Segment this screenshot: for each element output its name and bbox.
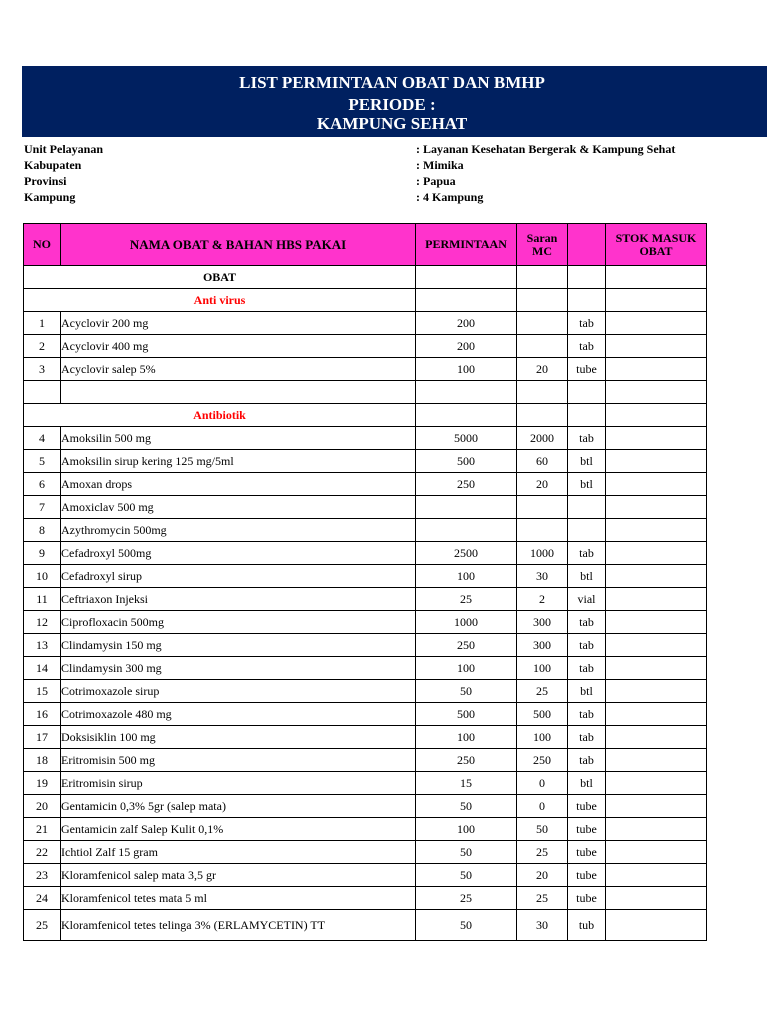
cell-saran: 250 — [517, 749, 568, 772]
table-row — [24, 496, 707, 519]
cell-no: 7 — [24, 496, 61, 519]
info-label: Kampung — [24, 190, 76, 204]
table-row — [24, 519, 707, 542]
table-row — [24, 565, 707, 588]
cell-saran: 300 — [517, 611, 568, 634]
info-value: : Mimika — [416, 158, 464, 172]
cell-saran — [517, 496, 568, 519]
table-row — [24, 749, 707, 772]
cell-saran: 25 — [517, 680, 568, 703]
cell-saran: 300 — [517, 634, 568, 657]
cell-name: Doksisiklin 100 mg — [61, 726, 416, 749]
cell-saran: 1000 — [517, 542, 568, 565]
document-period: PERIODE : — [348, 95, 436, 114]
cell-stock — [606, 588, 707, 611]
cell-no: 14 — [24, 657, 61, 680]
info-value: : Papua — [416, 174, 456, 188]
table-row — [24, 634, 707, 657]
cell-request: 500 — [416, 703, 517, 726]
cell-request: 100 — [416, 818, 517, 841]
cell-request: 250 — [416, 473, 517, 496]
section-row-obat — [24, 266, 707, 289]
cell-name: Amoksilin 500 mg — [61, 427, 416, 450]
empty-cell — [568, 404, 606, 427]
cell-name: Cotrimoxazole 480 mg — [61, 703, 416, 726]
table-row — [24, 588, 707, 611]
empty-cell — [517, 381, 568, 404]
cell-no: 18 — [24, 749, 61, 772]
table-row — [24, 427, 707, 450]
cell-unit: vial — [568, 588, 606, 611]
cell-saran: 2000 — [517, 427, 568, 450]
cell-no: 5 — [24, 450, 61, 473]
cell-stock — [606, 772, 707, 795]
col-header-unit — [568, 224, 606, 266]
empty-cell — [517, 266, 568, 289]
info-value: : 4 Kampung — [416, 190, 484, 204]
cell-request: 100 — [416, 726, 517, 749]
cell-saran: 50 — [517, 818, 568, 841]
cell-no: 20 — [24, 795, 61, 818]
empty-cell — [517, 289, 568, 312]
cell-name: Cefadroxyl 500mg — [61, 542, 416, 565]
cell-stock — [606, 864, 707, 887]
cell-request: 50 — [416, 864, 517, 887]
cell-name: Kloramfenicol tetes telinga 3% (ERLAMYCETIN) TT — [61, 910, 416, 941]
cell-request — [416, 496, 517, 519]
col-header-stock: STOK MASUK OBAT — [606, 224, 707, 266]
cell-unit: tube — [568, 841, 606, 864]
col-header-request: PERMINTAAN — [416, 224, 517, 266]
cell-no: 13 — [24, 634, 61, 657]
cell-stock — [606, 703, 707, 726]
cell-no: 4 — [24, 427, 61, 450]
info-row — [22, 157, 742, 173]
cell-unit: tube — [568, 358, 606, 381]
document-subtitle: KAMPUNG SEHAT — [316, 114, 468, 133]
cell-request: 25 — [416, 887, 517, 910]
cell-unit: tab — [568, 427, 606, 450]
cell-name: Azythromycin 500mg — [61, 519, 416, 542]
cell-name: Clindamysin 150 mg — [61, 634, 416, 657]
info-block — [22, 141, 742, 205]
cell-unit: btl — [568, 772, 606, 795]
cell-saran: 25 — [517, 887, 568, 910]
cell-unit: tab — [568, 312, 606, 335]
empty-cell — [416, 289, 517, 312]
cell-saran: 20 — [517, 864, 568, 887]
cell-saran: 100 — [517, 657, 568, 680]
cell-unit — [568, 519, 606, 542]
section-row-antibiotik — [24, 404, 707, 427]
cell-saran: 0 — [517, 795, 568, 818]
empty-cell — [568, 266, 606, 289]
cell-stock — [606, 657, 707, 680]
table-row — [24, 335, 707, 358]
empty-cell — [61, 381, 416, 404]
cell-no: 24 — [24, 887, 61, 910]
table-row — [24, 450, 707, 473]
cell-unit: tube — [568, 864, 606, 887]
cell-request: 250 — [416, 749, 517, 772]
cell-name: Gentamicin zalf Salep Kulit 0,1% — [61, 818, 416, 841]
cell-stock — [606, 680, 707, 703]
info-label: Unit Pelayanan — [24, 142, 104, 156]
cell-unit: tab — [568, 542, 606, 565]
table-row — [24, 864, 707, 887]
cell-unit: tube — [568, 795, 606, 818]
cell-unit: tab — [568, 703, 606, 726]
cell-saran: 500 — [517, 703, 568, 726]
cell-saran: 60 — [517, 450, 568, 473]
cell-unit: tub — [568, 910, 606, 941]
cell-request: 2500 — [416, 542, 517, 565]
table-row — [24, 772, 707, 795]
cell-unit: tab — [568, 749, 606, 772]
cell-request: 100 — [416, 358, 517, 381]
cell-no: 1 — [24, 312, 61, 335]
cell-request: 25 — [416, 588, 517, 611]
cell-stock — [606, 496, 707, 519]
table-row — [24, 680, 707, 703]
cell-no: 23 — [24, 864, 61, 887]
cell-name: Amoxan drops — [61, 473, 416, 496]
cell-request: 50 — [416, 910, 517, 941]
info-label: Kabupaten — [24, 158, 82, 172]
cell-name: Kloramfenicol salep mata 3,5 gr — [61, 864, 416, 887]
empty-cell — [24, 381, 61, 404]
cell-no: 11 — [24, 588, 61, 611]
section-row-antivirus — [24, 289, 707, 312]
section-label-antivirus: Anti virus — [24, 289, 416, 312]
cell-request: 50 — [416, 841, 517, 864]
empty-cell — [416, 266, 517, 289]
cell-saran: 25 — [517, 841, 568, 864]
cell-name: Eritromisin 500 mg — [61, 749, 416, 772]
cell-request: 1000 — [416, 611, 517, 634]
table-row — [24, 312, 707, 335]
cell-name: Cefadroxyl sirup — [61, 565, 416, 588]
info-value: : Layanan Kesehatan Bergerak & Kampung Sehat — [416, 142, 676, 156]
cell-saran — [517, 519, 568, 542]
cell-saran: 20 — [517, 358, 568, 381]
table-row — [24, 657, 707, 680]
cell-request: 200 — [416, 312, 517, 335]
cell-no: 12 — [24, 611, 61, 634]
empty-cell — [606, 266, 707, 289]
cell-stock — [606, 450, 707, 473]
cell-saran — [517, 335, 568, 358]
cell-saran: 30 — [517, 910, 568, 941]
cell-unit: tab — [568, 335, 606, 358]
cell-no: 17 — [24, 726, 61, 749]
cell-name: Cotrimoxazole sirup — [61, 680, 416, 703]
cell-stock — [606, 611, 707, 634]
cell-name: Amoxiclav 500 mg — [61, 496, 416, 519]
cell-no: 15 — [24, 680, 61, 703]
cell-no: 6 — [24, 473, 61, 496]
cell-stock — [606, 542, 707, 565]
table-row — [24, 887, 707, 910]
cell-name: Amoksilin sirup kering 125 mg/5ml — [61, 450, 416, 473]
cell-no: 9 — [24, 542, 61, 565]
cell-name: Acyclovir 400 mg — [61, 335, 416, 358]
table-row — [24, 726, 707, 749]
cell-no: 10 — [24, 565, 61, 588]
cell-stock — [606, 519, 707, 542]
cell-stock — [606, 473, 707, 496]
cell-stock — [606, 818, 707, 841]
cell-no: 21 — [24, 818, 61, 841]
cell-no: 2 — [24, 335, 61, 358]
cell-name: Acyclovir salep 5% — [61, 358, 416, 381]
table-row — [24, 841, 707, 864]
cell-unit: tab — [568, 611, 606, 634]
empty-cell — [606, 289, 707, 312]
cell-stock — [606, 565, 707, 588]
empty-cell — [416, 381, 517, 404]
cell-name: Gentamicin 0,3% 5gr (salep mata) — [61, 795, 416, 818]
cell-saran: 2 — [517, 588, 568, 611]
cell-request: 500 — [416, 450, 517, 473]
document-header — [22, 66, 767, 137]
cell-request: 200 — [416, 335, 517, 358]
info-label: Provinsi — [24, 174, 67, 188]
cell-stock — [606, 749, 707, 772]
empty-cell — [517, 404, 568, 427]
cell-unit: btl — [568, 565, 606, 588]
cell-unit — [568, 496, 606, 519]
cell-no: 22 — [24, 841, 61, 864]
cell-request: 250 — [416, 634, 517, 657]
cell-stock — [606, 358, 707, 381]
table-row — [24, 795, 707, 818]
cell-request: 100 — [416, 657, 517, 680]
cell-name: Ciprofloxacin 500mg — [61, 611, 416, 634]
table-row — [24, 542, 707, 565]
cell-stock — [606, 795, 707, 818]
document-title: LIST PERMINTAAN OBAT DAN BMHP — [239, 73, 545, 92]
cell-stock — [606, 335, 707, 358]
cell-name: Eritromisin sirup — [61, 772, 416, 795]
cell-request: 50 — [416, 795, 517, 818]
table-header-row — [24, 224, 707, 266]
col-header-name: NAMA OBAT & BAHAN HBS PAKAI — [61, 224, 416, 266]
table-row — [24, 611, 707, 634]
cell-stock — [606, 427, 707, 450]
cell-no: 25 — [24, 910, 61, 941]
cell-saran — [517, 312, 568, 335]
cell-name: Kloramfenicol tetes mata 5 ml — [61, 887, 416, 910]
cell-request: 5000 — [416, 427, 517, 450]
cell-saran: 20 — [517, 473, 568, 496]
empty-cell — [416, 404, 517, 427]
cell-stock — [606, 841, 707, 864]
cell-saran: 100 — [517, 726, 568, 749]
cell-request: 50 — [416, 680, 517, 703]
blank-row — [24, 381, 707, 404]
cell-stock — [606, 634, 707, 657]
info-row — [22, 189, 742, 205]
cell-stock — [606, 887, 707, 910]
cell-request: 100 — [416, 565, 517, 588]
table-row — [24, 703, 707, 726]
cell-saran: 0 — [517, 772, 568, 795]
cell-name: Ceftriaxon Injeksi — [61, 588, 416, 611]
section-label-antibiotik: Antibiotik — [24, 404, 416, 427]
empty-cell — [568, 381, 606, 404]
cell-name: Clindamysin 300 mg — [61, 657, 416, 680]
cell-request — [416, 519, 517, 542]
cell-unit: tab — [568, 657, 606, 680]
cell-unit: tube — [568, 887, 606, 910]
empty-cell — [606, 381, 707, 404]
table-row — [24, 910, 707, 941]
cell-name: Acyclovir 200 mg — [61, 312, 416, 335]
cell-no: 16 — [24, 703, 61, 726]
col-header-saran: Saran MC — [517, 224, 568, 266]
cell-stock — [606, 910, 707, 941]
cell-unit: tab — [568, 726, 606, 749]
info-row — [22, 141, 742, 157]
cell-unit: btl — [568, 450, 606, 473]
col-header-no: NO — [24, 224, 61, 266]
empty-cell — [568, 289, 606, 312]
table-row — [24, 358, 707, 381]
medicine-table — [23, 223, 707, 941]
cell-no: 3 — [24, 358, 61, 381]
section-label-obat: OBAT — [24, 266, 416, 289]
cell-saran: 30 — [517, 565, 568, 588]
cell-unit: tab — [568, 634, 606, 657]
cell-unit: tube — [568, 818, 606, 841]
info-row — [22, 173, 742, 189]
cell-request: 15 — [416, 772, 517, 795]
cell-no: 8 — [24, 519, 61, 542]
cell-stock — [606, 312, 707, 335]
table-row — [24, 818, 707, 841]
cell-stock — [606, 726, 707, 749]
cell-no: 19 — [24, 772, 61, 795]
table-row — [24, 473, 707, 496]
cell-unit: btl — [568, 680, 606, 703]
empty-cell — [606, 404, 707, 427]
cell-unit: btl — [568, 473, 606, 496]
cell-name: Ichtiol Zalf 15 gram — [61, 841, 416, 864]
